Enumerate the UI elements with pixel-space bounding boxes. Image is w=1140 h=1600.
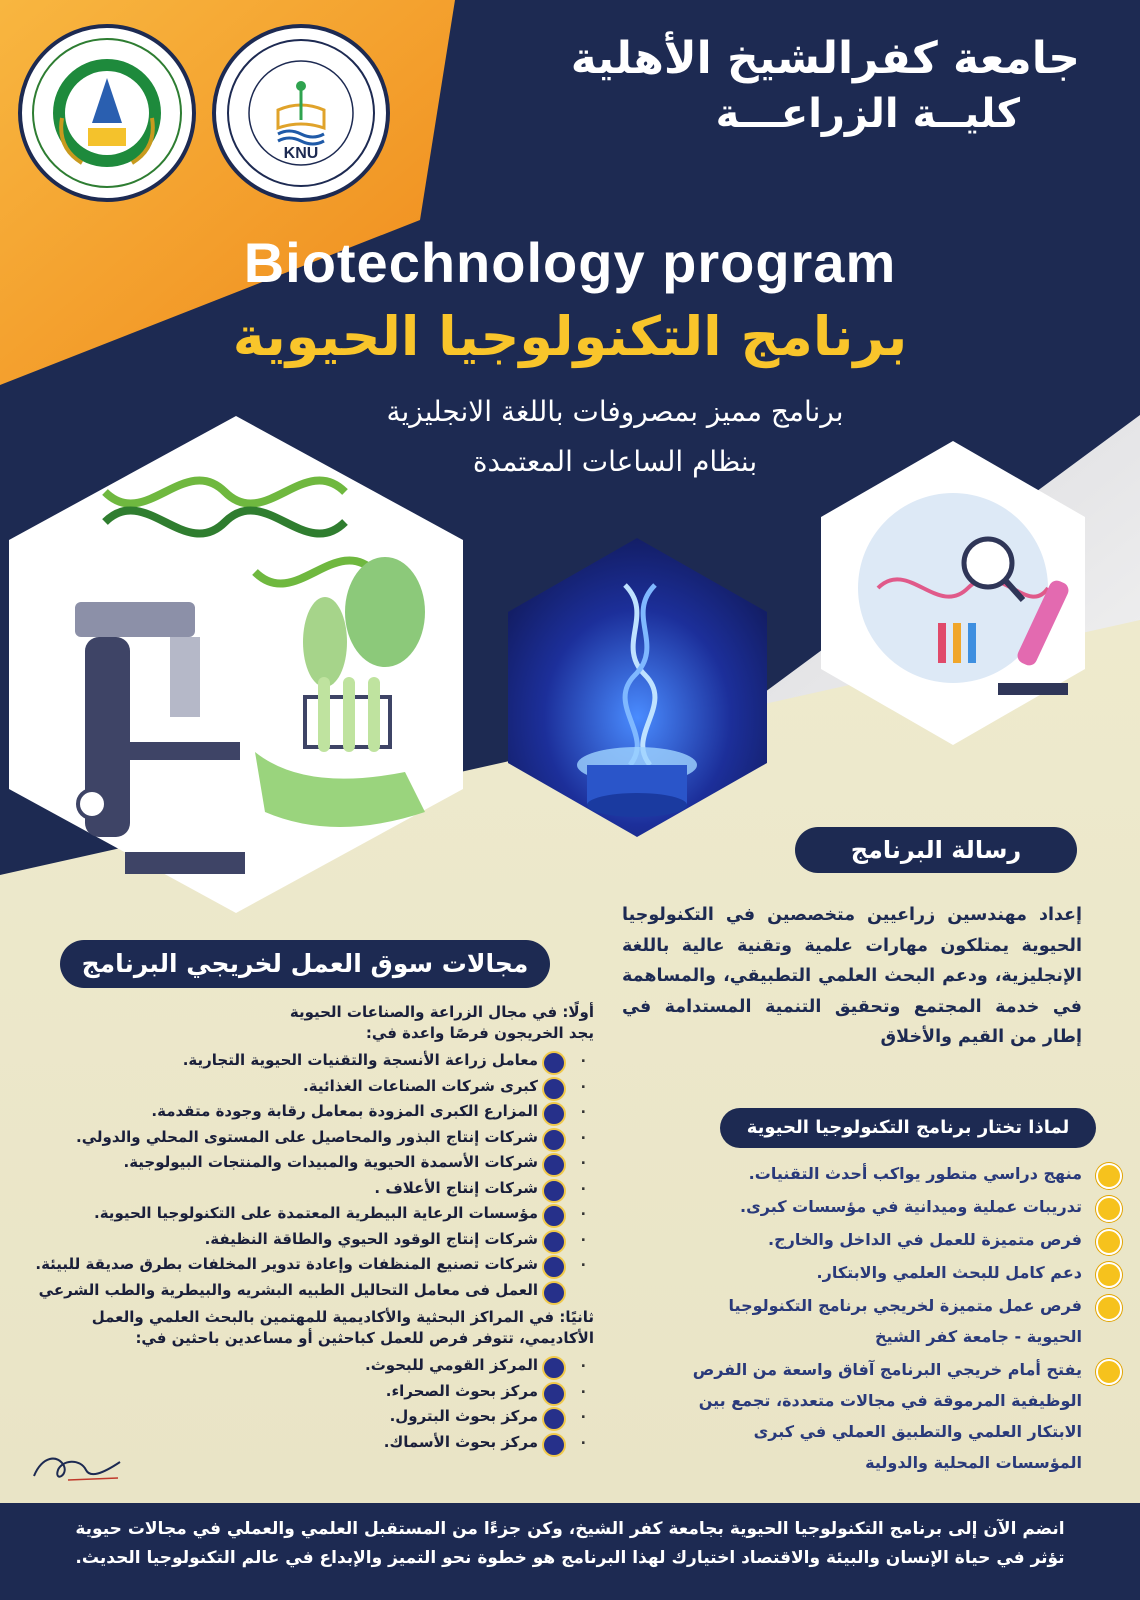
list-item-text: مركز بحوث الصحراء. xyxy=(385,1381,538,1400)
navy-bullet-icon xyxy=(542,1356,566,1380)
navy-bullet-icon xyxy=(542,1179,566,1203)
why-item-text: فرص متميزة للعمل في الداخل والخارج. xyxy=(768,1230,1082,1249)
list-item: . شركات الأسمدة الحيوية والمبيدات والمنتجات البيولوجية. xyxy=(14,1150,604,1176)
yellow-bullet-icon xyxy=(1096,1295,1122,1321)
jobs-second-heading: ثانيًا: في المراكز البحثية والأكاديمية للمهتمين بالبحث العلمي والعمل الأكاديمي، تتوفر فرص للعمل كباحثين أو مساعدين باحثين في: xyxy=(91,1308,594,1347)
list-item: . مركز بحوث الأسماك. xyxy=(14,1430,604,1456)
navy-bullet-icon xyxy=(542,1281,566,1305)
header-titles xyxy=(560,30,1080,140)
navy-bullet-icon xyxy=(542,1128,566,1152)
footer-line-2: تؤثر في حياة الإنسان والبيئة والاقتصاد اختيارك لهذا البرنامج هو خطوة نحو التميز والإبداع في عالم التكنولوجيا الحديث. xyxy=(75,1548,1065,1568)
faculty-of-agriculture-logo xyxy=(18,24,196,202)
list-item-text: العمل فى معامل التحاليل الطبيه البشريه والبيطرية والطب الشرعي xyxy=(38,1280,538,1299)
list-item: . كبرى شركات الصناعات الغذائية. xyxy=(14,1074,604,1100)
navy-bullet-icon xyxy=(542,1382,566,1406)
microscope-dna-hexagon xyxy=(818,438,1088,748)
navy-bullet-icon xyxy=(542,1255,566,1279)
why-choose-heading: لماذا تختار برنامج التكنولوجيا الحيوية xyxy=(720,1108,1096,1148)
why-item-text: يفتح أمام خريجي البرنامج آفاق واسعة من الفرص الوظيفية المرموقة في مجالات متعددة، تجمع بين الابتكار العلمي والتطبيق العملي في كبرى المؤسسات المحلية والدولية xyxy=(692,1360,1082,1472)
mission-text: إعداد مهندسين زراعيين متخصصين في التكنولوجيا الحيوية يمتلكون مهارات علمية وتقنية عالية باللغة الإنجليزية، ودعم البحث العلمي التطبيقي، والمساهمة في خدمة المجتمع وتحقيق التنمية المستدامة في إطار من القيم والأخلاق xyxy=(622,905,1082,1047)
why-item xyxy=(682,1257,1122,1288)
list-item-text: شركات إنتاج البذور والمحاصيل على المستوى المحلي والدولي. xyxy=(76,1127,538,1146)
jobs-first-heading: أولًا: في مجال الزراعة والصناعات الحيوية xyxy=(289,1003,594,1021)
list-item: . مركز بحوث الصحراء. xyxy=(14,1379,604,1405)
list-item-text: شركات تصنيع المنظفات وإعادة تدوير المخلفات بطرق صديقة للبيئة. xyxy=(35,1255,538,1273)
list-item: . المركز القومي للبحوث. xyxy=(14,1353,604,1379)
list-item: . شركات إنتاج الأعلاف . xyxy=(14,1176,604,1202)
faculty-name: كليــة الزراعـــة xyxy=(715,91,1020,137)
yellow-bullet-icon xyxy=(1096,1196,1122,1222)
list-item: . مركز بحوث البترول. xyxy=(14,1404,604,1430)
mission-heading: رسالة البرنامج xyxy=(795,827,1077,873)
navy-bullet-icon xyxy=(542,1204,566,1228)
list-item xyxy=(14,1278,604,1304)
list-item-text: مؤسسات الرعاية البيطرية المعتمدة على التكنولوجيا الحيوية. xyxy=(94,1204,538,1222)
why-choose-list xyxy=(682,1158,1122,1480)
list-item-text: كبرى شركات الصناعات الغذائية. xyxy=(303,1076,538,1095)
list-item-text: شركات إنتاج الأعلاف . xyxy=(374,1178,538,1197)
yellow-bullet-icon xyxy=(1096,1359,1122,1385)
program-title-english: Biotechnology program xyxy=(243,231,897,294)
navy-bullet-icon xyxy=(542,1433,566,1457)
navy-bullet-icon xyxy=(542,1102,566,1126)
list-item: . مؤسسات الرعاية البيطرية المعتمدة على التكنولوجيا الحيوية. xyxy=(14,1201,604,1227)
navy-bullet-icon xyxy=(542,1077,566,1101)
jobs-second-list xyxy=(14,1353,604,1455)
why-item xyxy=(682,1224,1122,1255)
why-item xyxy=(682,1354,1122,1478)
list-item: . شركات إنتاج الوقود الحيوي والطاقة النظيفة. xyxy=(14,1227,604,1253)
yellow-bullet-icon xyxy=(1096,1163,1122,1189)
list-item-text: معامل زراعة الأنسجة والتقنيات الحيوية التجارية. xyxy=(182,1051,538,1069)
list-item: . المزارع الكبرى المزودة بمعامل رقابة وجودة متقدمة. xyxy=(14,1099,604,1125)
lab-illustration-hexagon xyxy=(5,412,467,917)
footer-line-1: انضم الآن إلى برنامج التكنولوجيا الحيوية بجامعة كفر الشيخ، وكن جزءًا من المستقبل العلمي والعملي في مجالات حيوية xyxy=(75,1519,1065,1539)
svg-text:KNU: KNU xyxy=(283,145,319,162)
why-item-text: دعم كامل للبحث العلمي والابتكار. xyxy=(816,1263,1082,1282)
job-fields-section xyxy=(14,1002,604,1455)
footer-call-to-action xyxy=(0,1503,1140,1600)
signature-mark xyxy=(28,1448,128,1488)
navy-bullet-icon xyxy=(542,1407,566,1431)
program-title-arabic: برنامج التكنولوجيا الحيوية xyxy=(232,305,908,368)
navy-bullet-icon xyxy=(542,1051,566,1075)
list-item: . شركات تصنيع المنظفات وإعادة تدوير المخلفات بطرق صديقة للبيئة. xyxy=(14,1252,604,1278)
list-item-text: مركز بحوث البترول. xyxy=(389,1407,538,1425)
job-fields-heading: مجالات سوق العمل لخريجي البرنامج xyxy=(60,940,550,988)
list-item-text: مركز بحوث الأسماك. xyxy=(383,1432,538,1451)
why-item-text: فرص عمل متميزة لخريجي برنامج التكنولوجيا الحيوية - جامعة كفر الشيخ xyxy=(728,1296,1082,1346)
list-item-text: شركات إنتاج الوقود الحيوي والطاقة النظيفة. xyxy=(204,1229,538,1248)
why-item xyxy=(682,1191,1122,1222)
dna-hologram-hexagon xyxy=(505,535,770,840)
why-item-text: منهج دراسي متطور يواكب أحدث التقنيات. xyxy=(748,1164,1082,1183)
navy-bullet-icon xyxy=(542,1230,566,1254)
why-item xyxy=(682,1158,1122,1189)
program-subtitle-2: بنظام الساعات المعتمدة xyxy=(472,445,758,478)
university-name: جامعة كفرالشيخ الأهلية xyxy=(570,33,1080,84)
yellow-bullet-icon xyxy=(1096,1262,1122,1288)
yellow-bullet-icon xyxy=(1096,1229,1122,1255)
why-item-text: تدريبات عملية وميدانية في مؤسسات كبرى. xyxy=(740,1197,1082,1216)
list-item-text: المزارع الكبرى المزودة بمعامل رقابة وجودة متقدمة. xyxy=(151,1102,538,1120)
jobs-first-intro: يجد الخريجون فرصًا واعدة في: xyxy=(365,1024,594,1042)
jobs-first-list xyxy=(14,1048,604,1303)
list-item: . شركات إنتاج البذور والمحاصيل على المستوى المحلي والدولي. xyxy=(14,1125,604,1151)
program-subtitle-1: برنامج مميز بمصروفات باللغة الانجليزية xyxy=(386,395,844,428)
list-item-text: شركات الأسمدة الحيوية والمبيدات والمنتجات البيولوجية. xyxy=(123,1153,538,1171)
list-item-text: المركز القومي للبحوث. xyxy=(365,1356,538,1374)
knu-university-logo xyxy=(212,24,390,202)
list-item: . معامل زراعة الأنسجة والتقنيات الحيوية التجارية. xyxy=(14,1048,604,1074)
why-item xyxy=(682,1290,1122,1352)
navy-bullet-icon xyxy=(542,1153,566,1177)
